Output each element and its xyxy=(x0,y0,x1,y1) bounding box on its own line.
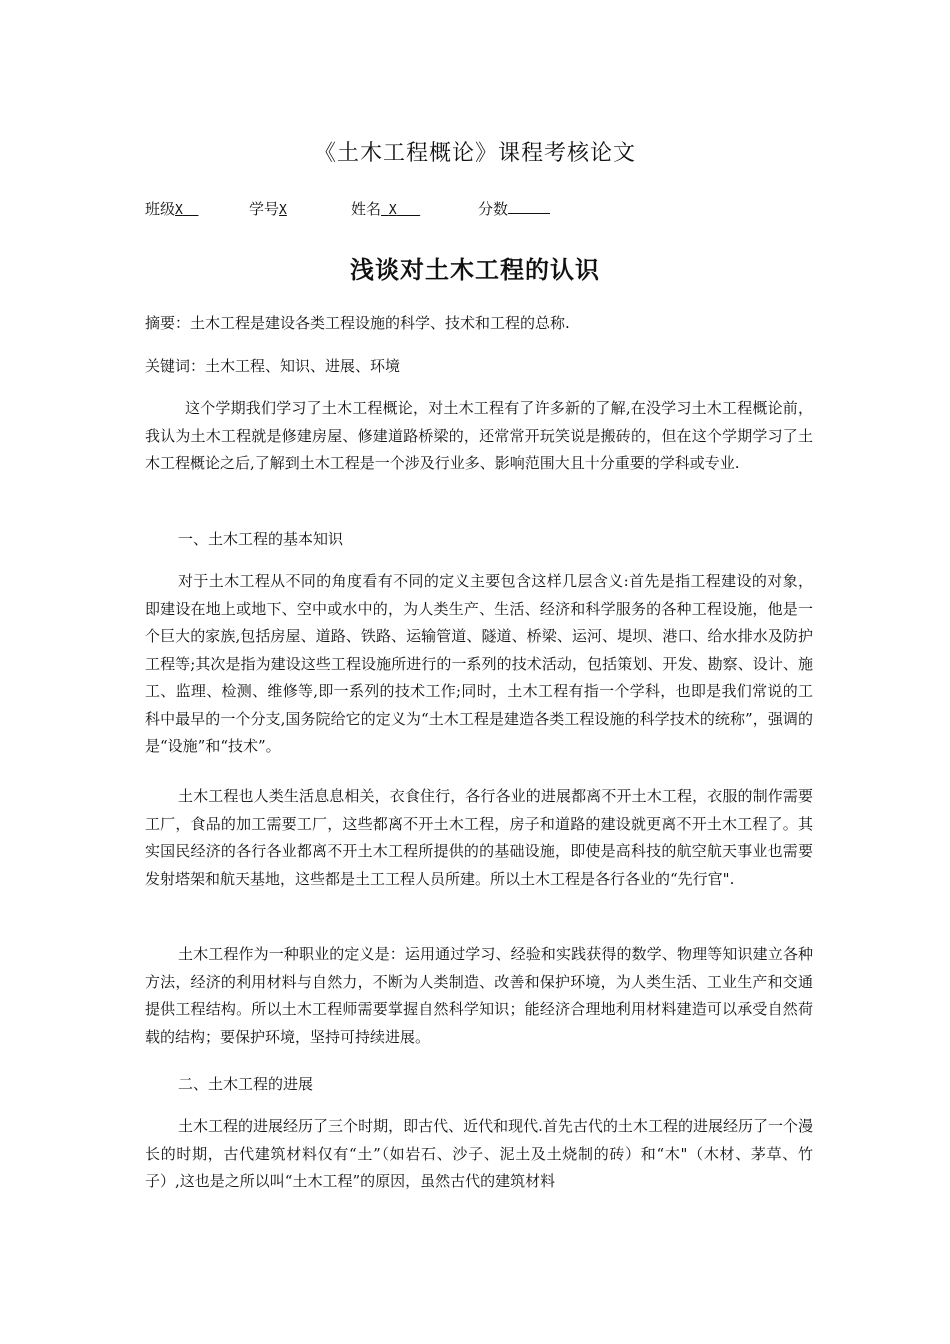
section1-paragraph-2: 土木工程也人类生活息息相关，衣食住行，各行各业的进展都离不开土木工程，衣服的制作需要工厂，食品的加工需要工厂，这些都离不开土木工程，房子和道路的建设就更离不开土木工程了。其实国民经济的各行各业都离不开土木工程所提供的的基础设施，即使是高科技的航空航天事业也需要发射塔架和航天基地，这些都是土工工程人员所建。所以土木工程是各行各业的“先行官". xyxy=(145,787,813,888)
course-title: 《土木工程概论》课程考核论文 xyxy=(313,141,636,166)
abstract: 摘要：土木工程是建设各类工程设施的科学、技术和工程的总称. xyxy=(145,314,570,332)
class-label: 班级 xyxy=(145,200,176,218)
student-id-field xyxy=(249,198,287,219)
intro-paragraph: 这个学期我们学习了土木工程概论，对土木工程有了许多新的了解,在没学习土木工程概论前，我认为土木工程就是修建房屋、修建道路桥梁的，还常常开玩笑说是搬砖的，但在这个学期学习了土木工程概论之后,了解到土木工程是一个涉及行业多、影响范围大且十分重要的学科或专业. xyxy=(145,399,813,472)
keywords: 关键词：土木工程、知识、进展、环境 xyxy=(145,357,401,375)
section1-paragraph-3: 土木工程作为一种职业的定义是：运用通过学习、经验和实践获得的数学、物理等知识建立各种方法，经济的利用材料与自然力，不断为人类制造、改善和保护环境，为人类生活、工业生产和交通提供工程结构。所以土木工程师需要掌握自然科学知识；能经济合理地利用材料建造可以承受自然荷载的结构；要保护环境，坚持可持续进展。 xyxy=(145,945,813,1046)
section2-paragraph-1: 土木工程的进展经历了三个时期，即古代、近代和现代.首先古代的土木工程的进展经历了一个漫长的时期，古代建筑材料仅有“土”（如岩石、沙子、泥土及土烧制的砖）和“木"（木材、茅草、竹子）,这也是之所以叫“土木工程”的原因，虽然古代的建筑材料 xyxy=(145,1117,813,1190)
name-label: 姓名 xyxy=(351,200,382,218)
score-field xyxy=(478,198,550,219)
student-id-label: 学号 xyxy=(249,200,280,218)
class-field xyxy=(145,198,199,219)
score-blank xyxy=(508,199,550,214)
section2-heading: 二、土木工程的进展 xyxy=(178,1075,314,1093)
name-value: X xyxy=(388,203,397,218)
name-field xyxy=(351,198,420,219)
section1-heading: 一、土木工程的基本知识 xyxy=(178,530,344,548)
student-id-value: X xyxy=(279,203,287,218)
section1-paragraph-1: 对于土木工程从不同的角度看有不同的定义主要包含这样几层含义:首先是指工程建设的对象，即建设在地上或地下、空中或水中的，为人类生产、生活、经济和科学服务的各种工程设施，他是一个巨大的家族,包括房屋、道路、铁路、运输管道、隧道、桥梁、运河、堤坝、港口、给水排水及防护工程等;其次是指为建设这些工程设施所进行的一系列的技术活动，包括策划、开发、勘察、设计、施工、监理、检测、维修等,即一系列的技术工作;同时，土木工程有指一个学科，也即是我们常说的工科中最早的一个分支,国务院给它的定义为“土木工程是建造各类工程设施的科学技术的统称”，强调的是“设施”和“技术”。 xyxy=(145,572,813,755)
class-value: X xyxy=(175,203,183,218)
score-label: 分数 xyxy=(478,200,509,218)
paper-title: 浅谈对土木工程的认识 xyxy=(350,256,600,284)
